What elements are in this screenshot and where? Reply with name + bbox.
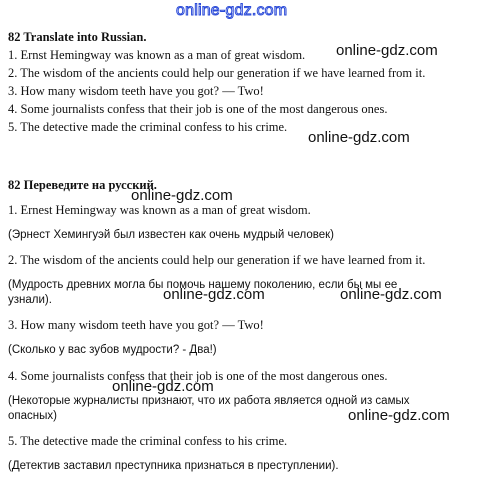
section1-item-1: 1. Ernst Hemingway was known as a man of great wisdom. xyxy=(8,48,306,62)
section2-item-4-ru-line2: опасных) xyxy=(8,410,57,422)
section2-item-1-en: 1. Ernest Hemingway was known as a man of great wisdom. xyxy=(8,203,311,217)
watermark: online-gdz.com xyxy=(131,187,233,204)
section2-item-4-ru-line1: (Некоторые журналисты признают, что их работа является одной из самых xyxy=(8,395,410,407)
section2-item-2-ru-line2: узнали). xyxy=(8,294,52,306)
section2-item-1-ru: (Эрнест Хемингуэй был известен как очень мудрый человек) xyxy=(8,229,335,241)
section1-item-4: 4. Some journalists confess that their job is one of the most dangerous ones. xyxy=(8,102,388,116)
section2-item-5-en: 5. The detective made the criminal confess to his crime. xyxy=(8,434,288,448)
header-watermark: online-gdz.com xyxy=(176,2,288,19)
watermark: online-gdz.com xyxy=(336,42,438,59)
watermark: online-gdz.com xyxy=(348,407,450,424)
watermark: online-gdz.com xyxy=(163,286,265,303)
section1-item-2: 2. The wisdom of the ancients could help our generation if we have learned from it. xyxy=(8,66,426,80)
section1-title: 82 Translate into Russian. xyxy=(8,30,147,44)
watermark: online-gdz.com xyxy=(112,378,214,395)
section2-title: 82 Переведите на русский. xyxy=(8,178,157,192)
section2-item-5-ru: (Детектив заставил преступника признаться в преступлении). xyxy=(8,460,339,472)
watermark: online-gdz.com xyxy=(308,129,410,146)
section1-item-5: 5. The detective made the criminal confess to his crime. xyxy=(8,120,288,134)
section2-item-2-en: 2. The wisdom of the ancients could help our generation if we have learned from it. xyxy=(8,253,426,267)
section2-item-2-ru-line1: (Мудрость древних могла бы помочь нашему поколению, если бы мы ее xyxy=(8,279,398,291)
section2-item-4-en: 4. Some journalists confess that their job is one of the most dangerous ones. xyxy=(8,369,388,383)
section1-item-3: 3. How many wisdom teeth have you got? — Two! xyxy=(8,84,264,98)
section2-item-3-en: 3. How many wisdom teeth have you got? — Two! xyxy=(8,318,264,332)
section2-item-3-ru: (Сколько у вас зубов мудрости? - Два!) xyxy=(8,344,217,356)
watermark: online-gdz.com xyxy=(340,286,442,303)
